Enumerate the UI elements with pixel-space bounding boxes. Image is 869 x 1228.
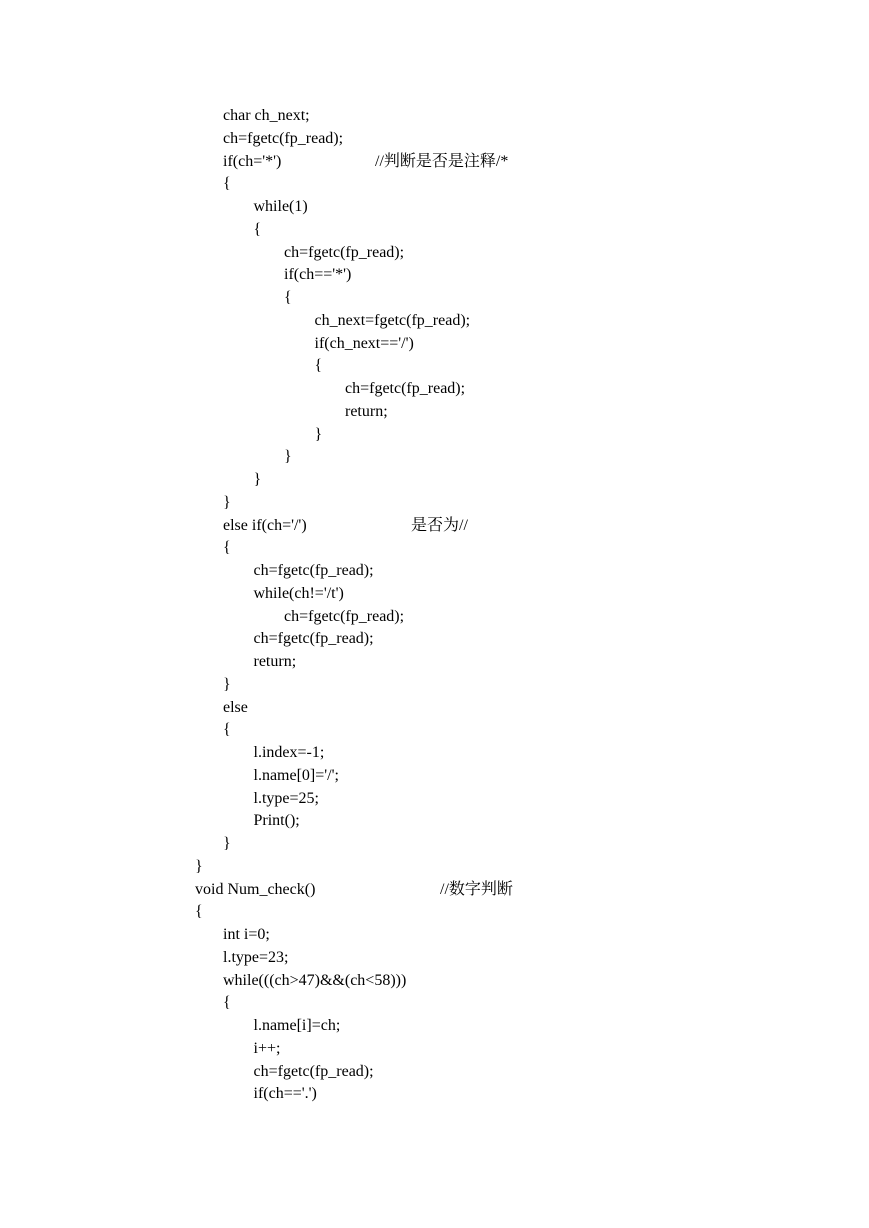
code-line <box>195 219 795 242</box>
code-line <box>195 1015 795 1038</box>
code-text: l.index=-1; <box>253 744 325 761</box>
code-text: } <box>314 425 323 443</box>
code-text: i++; <box>253 1039 281 1057</box>
code-listing <box>195 105 795 1106</box>
code-line <box>195 1083 795 1106</box>
code-line <box>195 515 795 538</box>
code-comment: //数字判断 <box>440 880 513 898</box>
code-line <box>195 742 795 765</box>
code-comment: 是否为// <box>411 516 468 534</box>
code-text: if(ch_next=='/') <box>314 334 414 352</box>
code-text: void Num_check() <box>195 880 316 898</box>
code-line <box>195 651 795 674</box>
code-text: while(1) <box>253 198 308 215</box>
code-text: } <box>195 857 203 875</box>
code-line <box>195 105 795 128</box>
code-line <box>195 537 795 560</box>
code-text: ch=fgetc(fp_read); <box>345 380 466 397</box>
code-text: { <box>284 289 292 306</box>
code-line <box>195 492 795 515</box>
code-line <box>195 560 795 583</box>
code-text: } <box>284 448 292 466</box>
code-line <box>195 879 795 902</box>
code-text: { <box>195 903 203 921</box>
code-text: while(((ch>47)&&(ch<58))) <box>223 971 407 989</box>
code-text: } <box>223 835 231 852</box>
code-line <box>195 765 795 788</box>
code-line <box>195 128 795 151</box>
code-line <box>195 788 795 811</box>
code-text: l.name[i]=ch; <box>253 1017 341 1034</box>
code-text: if(ch=='.') <box>253 1085 317 1103</box>
code-line <box>195 469 795 492</box>
code-line <box>195 151 795 174</box>
code-line <box>195 833 795 856</box>
code-text: ch=fgetc(fp_read); <box>253 630 374 648</box>
code-line <box>195 196 795 219</box>
code-text: return; <box>253 653 297 670</box>
code-text: { <box>223 721 231 739</box>
code-line <box>195 901 795 924</box>
code-line <box>195 992 795 1015</box>
code-text: l.type=25; <box>253 789 319 807</box>
code-line <box>195 970 795 993</box>
code-text: ch=fgetc(fp_read); <box>253 1062 374 1080</box>
code-line <box>195 264 795 287</box>
code-text: if(ch=='*') <box>284 266 352 284</box>
code-text: return; <box>345 402 388 420</box>
code-text: ch_next=fgetc(fp_read); <box>314 311 471 329</box>
code-line <box>195 310 795 333</box>
code-text: while(ch!='/t') <box>253 584 344 602</box>
code-comment: //判断是否是注释/* <box>375 152 509 170</box>
code-line <box>195 355 795 378</box>
code-text: ch=fgetc(fp_read); <box>284 243 405 261</box>
code-line <box>195 606 795 629</box>
code-line <box>195 333 795 356</box>
code-text: { <box>314 357 323 375</box>
code-text: l.type=23; <box>223 948 289 966</box>
code-line <box>195 424 795 447</box>
code-line <box>195 446 795 469</box>
code-text: else <box>223 698 248 716</box>
code-text: { <box>223 994 231 1012</box>
code-line <box>195 719 795 742</box>
code-line <box>195 674 795 697</box>
code-line <box>195 856 795 879</box>
code-line <box>195 947 795 970</box>
code-line <box>195 287 795 310</box>
code-text: ch=fgetc(fp_read); <box>223 129 344 147</box>
code-text: } <box>223 493 231 511</box>
code-text: else if(ch='/') <box>223 516 307 534</box>
code-text: if(ch='*') <box>223 152 282 170</box>
code-text: } <box>223 675 231 693</box>
code-line <box>195 378 795 401</box>
code-line <box>195 697 795 720</box>
code-line <box>195 810 795 833</box>
code-line <box>195 924 795 947</box>
code-text: ch=fgetc(fp_read); <box>253 562 374 579</box>
code-text: int i=0; <box>223 926 270 943</box>
code-text: } <box>253 471 262 488</box>
code-line <box>195 628 795 651</box>
code-text: Print(); <box>253 812 300 830</box>
code-line <box>195 401 795 424</box>
code-text: { <box>223 175 231 193</box>
code-text: char ch_next; <box>223 107 310 124</box>
code-line <box>195 242 795 265</box>
code-text: l.name[0]='/'; <box>253 766 339 784</box>
code-text: { <box>223 539 231 557</box>
code-text: { <box>253 220 262 238</box>
code-text: ch=fgetc(fp_read); <box>284 607 405 625</box>
code-line <box>195 1038 795 1061</box>
code-line <box>195 173 795 196</box>
code-line <box>195 1061 795 1084</box>
code-line <box>195 583 795 606</box>
